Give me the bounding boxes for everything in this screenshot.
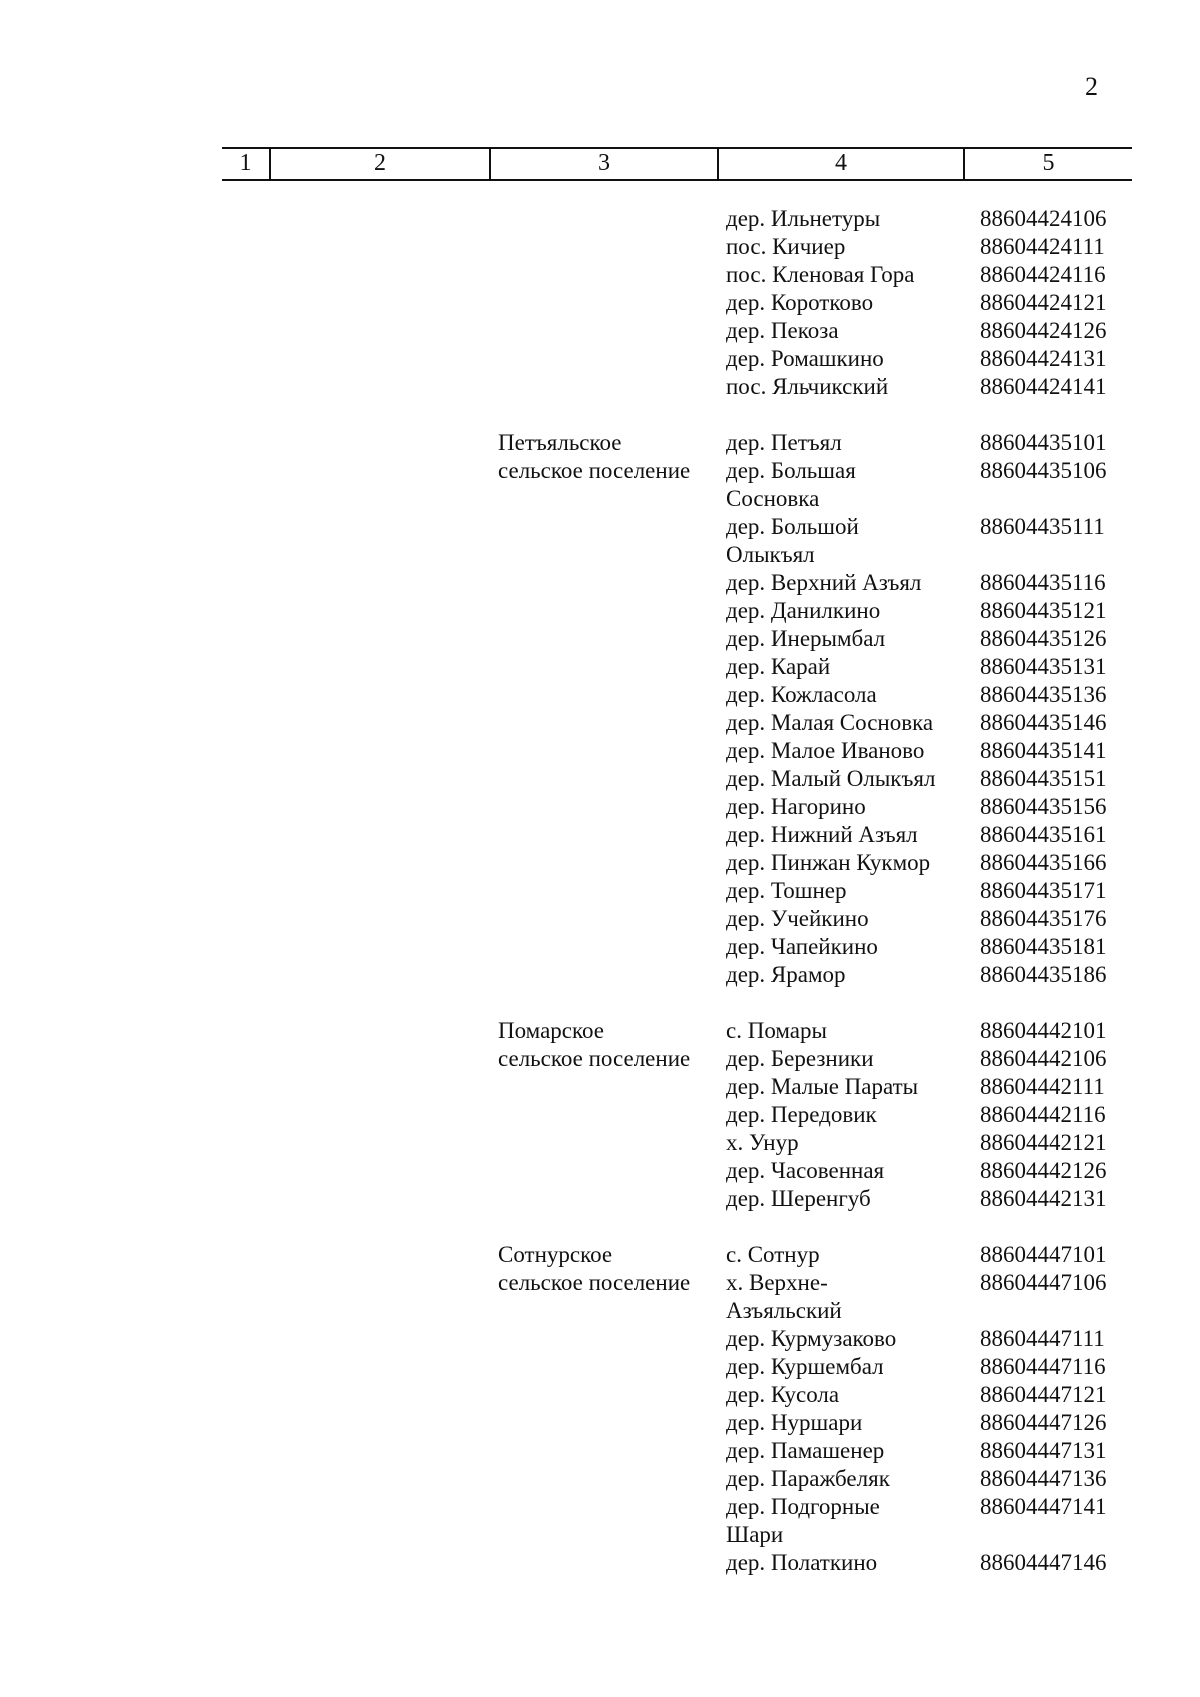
table-row — [0, 289, 1200, 317]
oktmo-code: 88604442116 — [980, 1102, 1106, 1127]
locality-name: дер. Курмузаково — [726, 1326, 897, 1351]
locality-name: дер. Тошнер — [726, 878, 847, 903]
table-row — [0, 765, 1200, 793]
oktmo-code: 88604447141 — [980, 1494, 1107, 1519]
locality-name: дер. Большой — [726, 514, 859, 539]
locality-name: Шари — [726, 1522, 784, 1547]
locality-name: дер. Коротково — [726, 290, 874, 315]
table-row — [0, 877, 1200, 905]
locality-name: дер. Нижний Азъял — [726, 822, 918, 847]
table-row — [0, 1521, 1200, 1549]
oktmo-code: 88604424116 — [980, 262, 1106, 287]
oktmo-code: 88604435156 — [980, 794, 1107, 819]
locality-name: дер. Кожласола — [726, 682, 877, 707]
table-row — [0, 1549, 1200, 1577]
oktmo-code: 88604447111 — [980, 1326, 1105, 1351]
column-header-4: 4 — [717, 149, 963, 179]
table-row — [0, 345, 1200, 373]
oktmo-code: 88604435131 — [980, 654, 1107, 679]
settlement-name: Сотнурское — [498, 1242, 613, 1267]
oktmo-code: 88604447116 — [980, 1354, 1106, 1379]
table-row — [0, 1269, 1200, 1297]
table-row — [0, 1381, 1200, 1409]
locality-name: дер. Подгорные — [726, 1494, 880, 1519]
oktmo-code: 88604435166 — [980, 850, 1107, 875]
table-row — [0, 373, 1200, 401]
table-row — [0, 821, 1200, 849]
settlement-name: сельское поселение — [498, 458, 691, 483]
table-row — [0, 485, 1200, 513]
locality-name: дер. Памашенер — [726, 1438, 885, 1463]
group-spacer — [0, 1213, 1200, 1241]
table-row — [0, 429, 1200, 457]
table-row — [0, 1465, 1200, 1493]
oktmo-code: 88604435176 — [980, 906, 1107, 931]
locality-name: х. Верхне- — [726, 1270, 828, 1295]
locality-name: дер. Нагорино — [726, 794, 866, 819]
settlement-name: сельское поселение — [498, 1046, 691, 1071]
locality-name: Азъяльский — [726, 1298, 842, 1323]
locality-name: дер. Верхний Азъял — [726, 570, 922, 595]
locality-name: дер. Кусола — [726, 1382, 840, 1407]
locality-name: дер. Передовик — [726, 1102, 877, 1127]
oktmo-code: 88604447131 — [980, 1438, 1107, 1463]
table-row — [0, 1157, 1200, 1185]
locality-name: Олыкъял — [726, 542, 815, 567]
locality-name: дер. Куршембал — [726, 1354, 884, 1379]
table-row — [0, 961, 1200, 989]
oktmo-code: 88604424121 — [980, 290, 1107, 315]
table-row — [0, 1297, 1200, 1325]
oktmo-code: 88604435101 — [980, 430, 1107, 455]
table-row — [0, 1493, 1200, 1521]
locality-name: дер. Ярамор — [726, 962, 846, 987]
group-spacer — [0, 989, 1200, 1017]
locality-name: дер. Паражбеляк — [726, 1466, 890, 1491]
table-row — [0, 625, 1200, 653]
table-row — [0, 1241, 1200, 1269]
locality-name: дер. Чапейкино — [726, 934, 878, 959]
locality-name: дер. Шеренгуб — [726, 1186, 871, 1211]
oktmo-code: 88604435116 — [980, 570, 1106, 595]
table-row — [0, 1437, 1200, 1465]
locality-name: с. Помары — [726, 1018, 827, 1043]
oktmo-code: 88604447136 — [980, 1466, 1107, 1491]
locality-name: дер. Данилкино — [726, 598, 881, 623]
locality-name: дер. Малое Иваново — [726, 738, 925, 763]
table-row — [0, 1185, 1200, 1213]
table-row — [0, 597, 1200, 625]
locality-name: дер. Малые Параты — [726, 1074, 919, 1099]
table-row — [0, 317, 1200, 345]
table-row — [0, 737, 1200, 765]
table-row — [0, 933, 1200, 961]
group-spacer — [0, 401, 1200, 429]
column-header-3: 3 — [489, 149, 717, 179]
oktmo-code: 88604435136 — [980, 682, 1107, 707]
table-row — [0, 793, 1200, 821]
table-row — [0, 653, 1200, 681]
locality-name: дер. Большая — [726, 458, 856, 483]
oktmo-code: 88604435186 — [980, 962, 1107, 987]
locality-name: дер. Малая Сосновка — [726, 710, 934, 735]
oktmo-code: 88604435141 — [980, 738, 1107, 763]
oktmo-code: 88604442131 — [980, 1186, 1107, 1211]
table-row — [0, 905, 1200, 933]
table-row — [0, 1129, 1200, 1157]
table-row — [0, 1045, 1200, 1073]
table-row — [0, 849, 1200, 877]
table-header — [222, 147, 1132, 181]
oktmo-code: 88604442111 — [980, 1074, 1105, 1099]
oktmo-code: 88604435171 — [980, 878, 1107, 903]
table-row — [0, 1101, 1200, 1129]
oktmo-code: 88604447121 — [980, 1382, 1107, 1407]
oktmo-code: 88604442126 — [980, 1158, 1107, 1183]
locality-name: дер. Карай — [726, 654, 831, 679]
locality-name: Сосновка — [726, 486, 820, 511]
locality-name: дер. Пекоза — [726, 318, 839, 343]
table-row — [0, 1073, 1200, 1101]
locality-name: дер. Полаткино — [726, 1550, 878, 1575]
oktmo-code: 88604424131 — [980, 346, 1107, 371]
oktmo-code: 88604435151 — [980, 766, 1107, 791]
column-header-5: 5 — [963, 149, 1132, 179]
locality-name: дер. Малый Олыкъял — [726, 766, 936, 791]
locality-name: пос. Кленовая Гора — [726, 262, 915, 287]
column-header-1: 1 — [239, 150, 252, 176]
table-row — [0, 569, 1200, 597]
oktmo-code: 88604435181 — [980, 934, 1107, 959]
locality-name: дер. Березники — [726, 1046, 874, 1071]
locality-name: дер. Ильнетуры — [726, 206, 881, 231]
page-number: 2 — [1085, 72, 1098, 101]
oktmo-code: 88604435161 — [980, 822, 1107, 847]
oktmo-code: 88604447146 — [980, 1550, 1107, 1575]
locality-name: дер. Нуршари — [726, 1410, 863, 1435]
table-body — [0, 205, 1200, 1577]
table-row — [0, 1017, 1200, 1045]
table-row — [0, 261, 1200, 289]
oktmo-code: 88604435126 — [980, 626, 1107, 651]
oktmo-code: 88604447126 — [980, 1410, 1107, 1435]
oktmo-code: 88604435111 — [980, 514, 1105, 539]
table-row — [0, 541, 1200, 569]
oktmo-code: 88604442101 — [980, 1018, 1107, 1043]
locality-name: дер. Часовенная — [726, 1158, 885, 1183]
oktmo-code: 88604424126 — [980, 318, 1107, 343]
oktmo-code: 88604447101 — [980, 1242, 1107, 1267]
oktmo-code: 88604435121 — [980, 598, 1107, 623]
locality-name: дер. Инерымбал — [726, 626, 886, 651]
locality-name: пос. Кичиер — [726, 234, 846, 259]
locality-name: дер. Петъял — [726, 430, 842, 455]
locality-name: дер. Пинжан Кукмор — [726, 850, 931, 875]
oktmo-code: 88604435146 — [980, 710, 1107, 735]
oktmo-code: 88604435106 — [980, 458, 1107, 483]
table-row — [0, 233, 1200, 261]
table-row — [0, 1409, 1200, 1437]
settlement-name: Петъяльское — [498, 430, 622, 455]
locality-name: дер. Учейкино — [726, 906, 869, 931]
table-row — [0, 681, 1200, 709]
locality-name: дер. Ромашкино — [726, 346, 884, 371]
oktmo-code: 88604442106 — [980, 1046, 1107, 1071]
oktmo-code: 88604447106 — [980, 1270, 1107, 1295]
table-row — [0, 1325, 1200, 1353]
table-row — [0, 205, 1200, 233]
table-row — [0, 1353, 1200, 1381]
table-row — [0, 513, 1200, 541]
locality-name: х. Унур — [726, 1130, 799, 1155]
table-row — [0, 709, 1200, 737]
settlement-name: сельское поселение — [498, 1270, 691, 1295]
column-header-2: 2 — [269, 149, 489, 179]
locality-name: с. Сотнур — [726, 1242, 820, 1267]
settlement-name: Помарское — [498, 1018, 604, 1043]
table-row — [0, 457, 1200, 485]
oktmo-code: 88604424141 — [980, 374, 1107, 399]
oktmo-code: 88604442121 — [980, 1130, 1107, 1155]
oktmo-code: 88604424106 — [980, 206, 1107, 231]
locality-name: пос. Яльчикский — [726, 374, 889, 399]
oktmo-code: 88604424111 — [980, 234, 1105, 259]
